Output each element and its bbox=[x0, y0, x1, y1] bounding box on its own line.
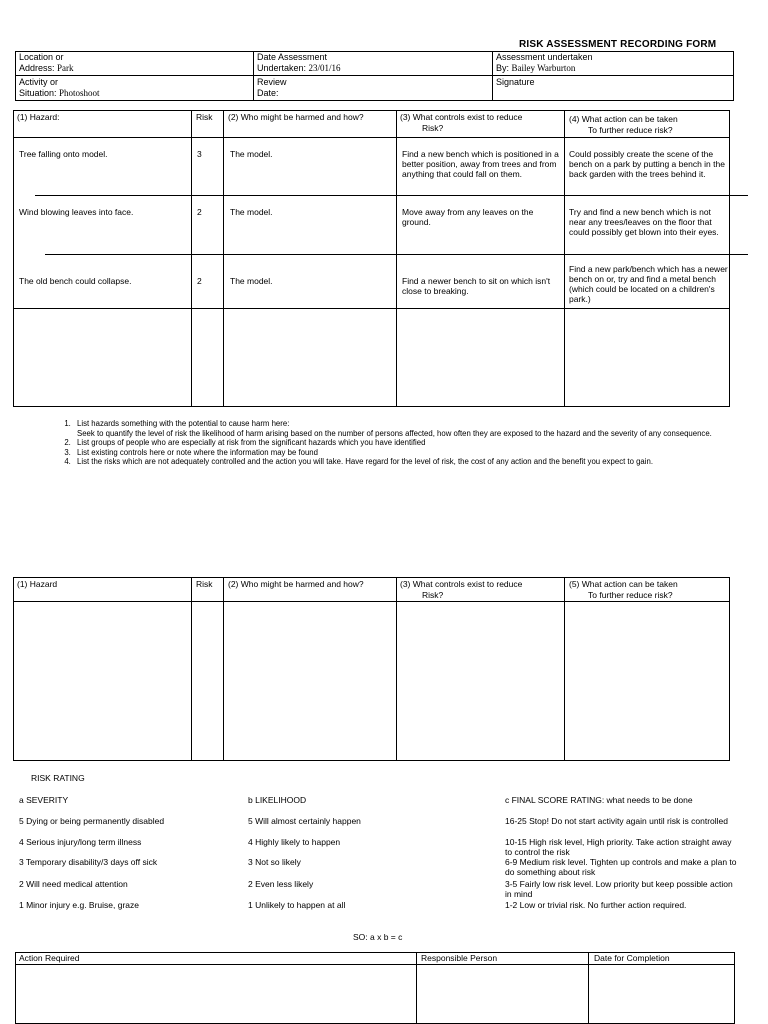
row3-risk: 2 bbox=[197, 276, 202, 286]
t1-header-controls-2: Risk? bbox=[422, 123, 444, 133]
note-2: 2. List groups of people who are especially at risk from the significant hazards which you have identified bbox=[73, 438, 735, 448]
row2-who: The model. bbox=[230, 207, 273, 217]
undertaken-field[interactable] bbox=[257, 63, 341, 74]
severity-title: a SEVERITY bbox=[19, 795, 69, 805]
severity-4: 4 Serious injury/long term illness bbox=[19, 837, 142, 847]
t2-header-controls-2: Risk? bbox=[422, 590, 444, 600]
final-score-1-2: 1-2 Low or trivial risk. No further action required. bbox=[505, 900, 687, 910]
t2-col-1 bbox=[191, 577, 192, 761]
address-label: Address: bbox=[19, 63, 55, 73]
t1-header-action: (4) What action can be taken bbox=[569, 114, 678, 124]
action-header-line bbox=[15, 964, 735, 965]
likelihood-title: b LIKELIHOOD bbox=[248, 795, 307, 805]
row2-risk: 2 bbox=[197, 207, 202, 217]
action-required-header: Action Required bbox=[19, 953, 80, 963]
t2-header-line bbox=[13, 601, 730, 602]
score-formula: SO: a x b = c bbox=[353, 932, 403, 942]
t1-col-2 bbox=[223, 110, 224, 407]
situation-value: Photoshoot bbox=[59, 88, 100, 98]
row1-who: The model. bbox=[230, 149, 273, 159]
review-date-label: Date: bbox=[257, 88, 279, 98]
final-score-title: c FINAL SCORE RATING: what needs to be done bbox=[505, 795, 693, 805]
date-completion-header: Date for Completion bbox=[594, 953, 670, 963]
responsible-person-header: Responsible Person bbox=[421, 953, 498, 963]
severity-2: 2 Will need medical attention bbox=[19, 879, 128, 889]
row3-hazard: The old bench could collapse. bbox=[19, 276, 132, 286]
final-score-3-5: 3-5 Fairly low risk level. Low priority but keep possible action in mind bbox=[505, 879, 733, 899]
likelihood-3: 3 Not so likely bbox=[248, 857, 301, 867]
t2-header-risk: Risk bbox=[196, 579, 213, 589]
t1-header-hazard: (1) Hazard: bbox=[17, 112, 60, 122]
final-score-16-25: 16-25 Stop! Do not start activity again until risk is controlled bbox=[505, 816, 728, 826]
t1-col-3 bbox=[396, 110, 397, 407]
severity-3: 3 Temporary disability/3 days off sick bbox=[19, 857, 158, 867]
t1-row-line-1 bbox=[35, 195, 748, 196]
note-1: 1. List hazards something with the potential to cause harm here: Seek to quantify the level of risk the likelihood of harm arising based on the number of persons affected, how often they are exposed to the hazard and the severity of any consequence. bbox=[73, 419, 735, 438]
t2-col-3 bbox=[396, 577, 397, 761]
row1-risk: 3 bbox=[197, 149, 202, 159]
situation-label: Situation: bbox=[19, 88, 57, 98]
action-col-2 bbox=[588, 952, 589, 1024]
likelihood-1: 1 Unlikely to happen at all bbox=[248, 900, 346, 910]
review-date-field[interactable] bbox=[257, 88, 279, 99]
instructions-notes bbox=[55, 419, 735, 467]
undertaken-value: 23/01/16 bbox=[308, 63, 341, 73]
t1-col-1 bbox=[191, 110, 192, 407]
t1-header-who: (2) Who might be harmed and how? bbox=[228, 112, 364, 122]
action-col-1 bbox=[416, 952, 417, 1024]
risk-rating-title: RISK RATING bbox=[31, 773, 85, 783]
header-col-divider-2 bbox=[492, 51, 493, 101]
undertaken-label: Undertaken: bbox=[257, 63, 307, 73]
final-score-10-15: 10-15 High risk level, High priority. Take action straight away to control the risk bbox=[505, 837, 732, 857]
t2-col-2 bbox=[223, 577, 224, 761]
row3-who: The model. bbox=[230, 276, 273, 286]
row2-controls: Move away from any leaves on the ground. bbox=[402, 207, 534, 227]
assessment-label: Assessment undertaken bbox=[496, 52, 593, 62]
likelihood-5: 5 Will almost certainly happen bbox=[248, 816, 361, 826]
note-4: 4. List the risks which are not adequately controlled and the action you will take. Have regard for the level of risk, the cost of any action and the benefit you expect to gain. bbox=[73, 457, 735, 467]
signature-field[interactable] bbox=[496, 77, 535, 88]
row1-controls: Find a new bench which is positioned in a better position, away from trees and from anything that could fall on them. bbox=[402, 149, 559, 179]
t2-header-hazard: (1) Hazard bbox=[17, 579, 58, 589]
header-divider bbox=[15, 75, 734, 76]
row1-hazard: Tree falling onto model. bbox=[19, 149, 108, 159]
review-label: Review bbox=[257, 77, 287, 87]
likelihood-2: 2 Even less likely bbox=[248, 879, 314, 889]
t2-header-controls: (3) What controls exist to reduce bbox=[400, 579, 523, 589]
t2-col-4 bbox=[564, 577, 565, 761]
row1-action: Could possibly create the scene of the bench on a park by putting a bench in the back garden with the trees behind it. bbox=[569, 149, 725, 179]
t1-header-action-2: To further reduce risk? bbox=[588, 125, 673, 135]
form-title: RISK ASSESSMENT RECORDING FORM bbox=[519, 39, 717, 50]
by-value: Bailey Warburton bbox=[511, 63, 576, 73]
row2-hazard: Wind blowing leaves into face. bbox=[19, 207, 134, 217]
situation-field[interactable] bbox=[19, 88, 100, 99]
t1-row-line-3 bbox=[13, 308, 730, 309]
likelihood-4: 4 Highly likely to happen bbox=[248, 837, 341, 847]
by-field[interactable] bbox=[496, 63, 575, 74]
t1-header-risk: Risk bbox=[196, 112, 213, 122]
row3-action: Find a new park/bench which has a newer bench on or, try and find a metal bench (which could be located on a children's park.) bbox=[569, 264, 728, 304]
activity-label: Activity or bbox=[19, 77, 59, 87]
address-value: Park bbox=[57, 63, 74, 73]
t2-header-action: (5) What action can be taken bbox=[569, 579, 678, 589]
note-3: 3. List existing controls here or note where the information may be found bbox=[73, 448, 735, 458]
t1-col-4 bbox=[564, 110, 565, 407]
t1-header-line bbox=[13, 137, 730, 138]
header-grid bbox=[15, 51, 734, 101]
row3-controls: Find a newer bench to sit on which isn't close to breaking. bbox=[402, 276, 551, 296]
by-label: By: bbox=[496, 63, 510, 73]
t2-header-action-2: To further reduce risk? bbox=[588, 590, 673, 600]
t2-header-who: (2) Who might be harmed and how? bbox=[228, 579, 364, 589]
t1-header-controls: (3) What controls exist to reduce bbox=[400, 112, 523, 122]
date-assessment-label: Date Assessment bbox=[257, 52, 328, 62]
t1-row-line-2 bbox=[45, 254, 748, 255]
severity-1: 1 Minor injury e.g. Bruise, graze bbox=[19, 900, 139, 910]
row2-action: Try and find a new bench which is not near any trees/leaves on the floor that could possibly get blown into their eyes. bbox=[569, 207, 719, 237]
header-col-divider-1 bbox=[253, 51, 254, 101]
signature-label: Signature bbox=[496, 77, 535, 87]
location-label: Location or bbox=[19, 52, 64, 62]
address-field[interactable] bbox=[19, 63, 74, 74]
severity-5: 5 Dying or being permanently disabled bbox=[19, 816, 165, 826]
hazard-table-2 bbox=[13, 577, 730, 761]
final-score-6-9: 6-9 Medium risk level. Tighten up controls and make a plan to do something about risk bbox=[505, 857, 737, 877]
